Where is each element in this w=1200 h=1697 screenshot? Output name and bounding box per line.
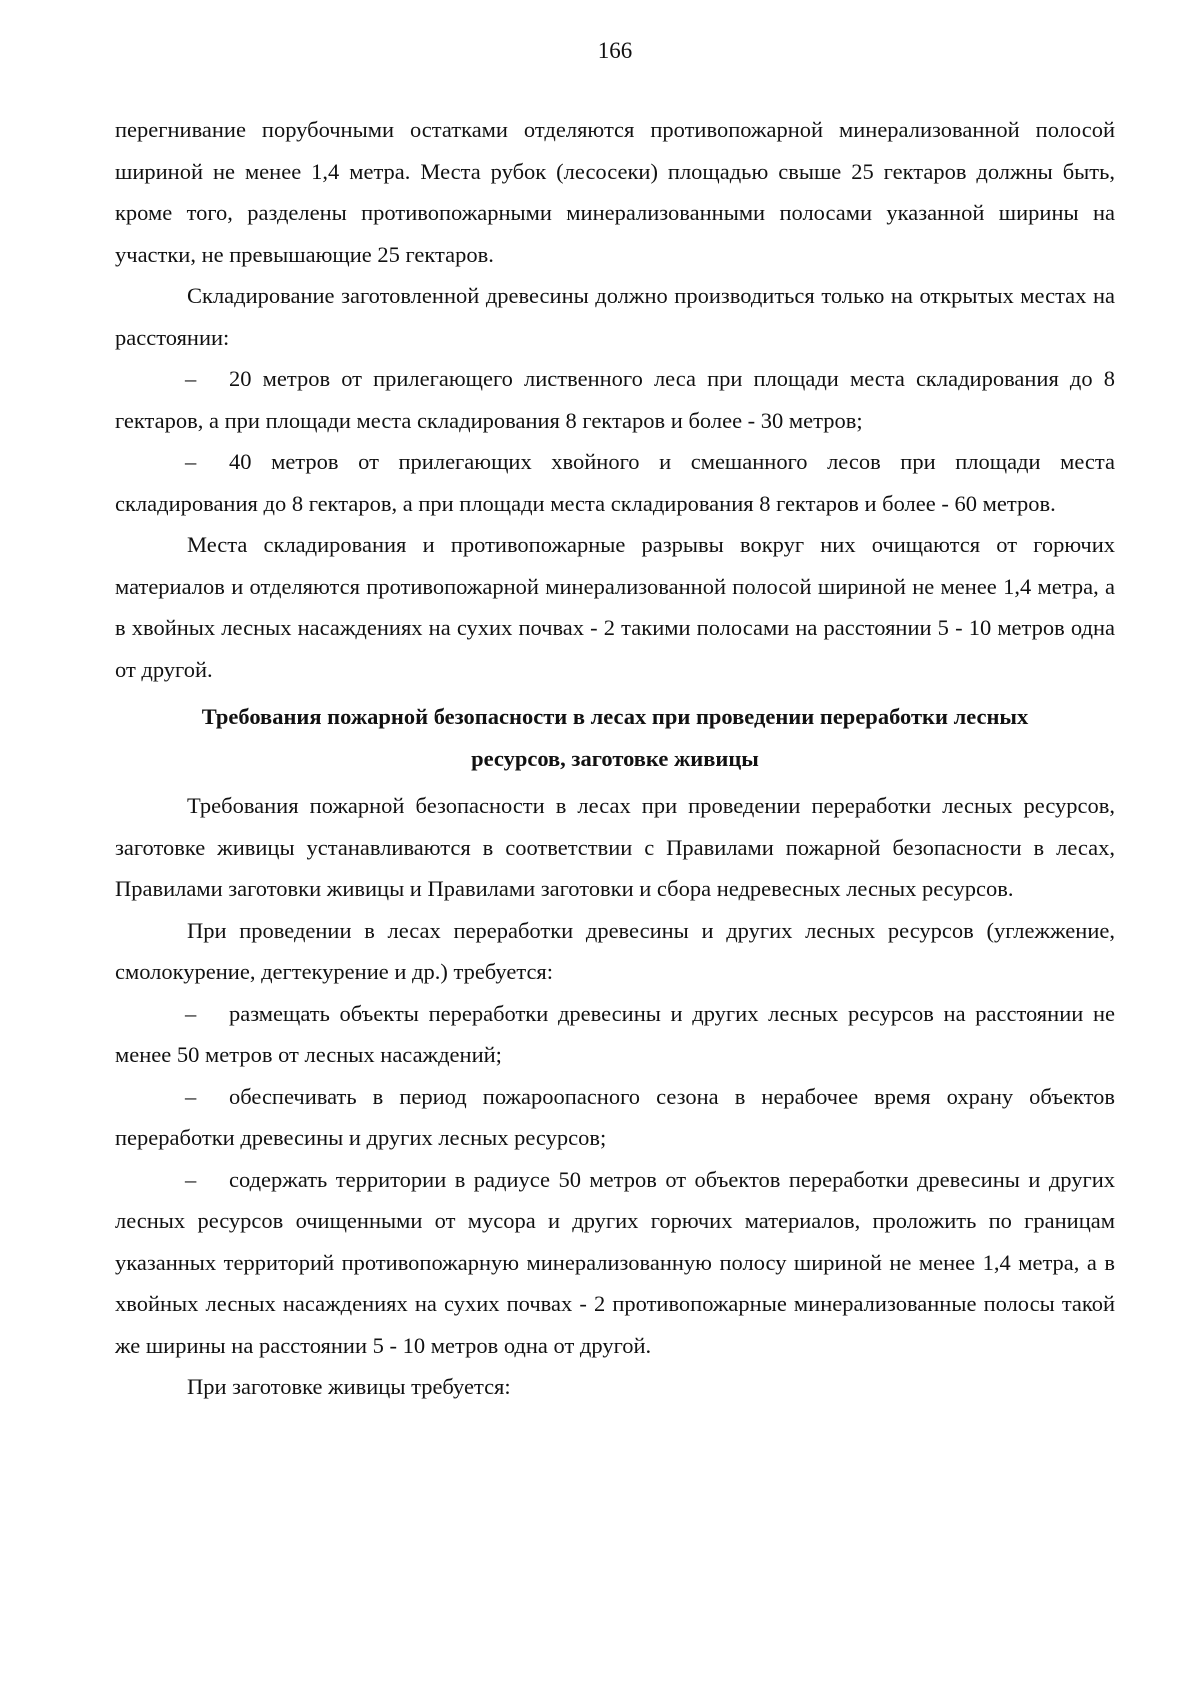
page-number: 166 [597,38,633,63]
dash-bullet: – [185,1000,197,1026]
list-item-text: размещать объекты переработки древесины и других лесных ресурсов на расстоянии не менее 50 метров от лесных насаждений; [115,1000,1115,1067]
list-item-text: 20 метров от прилегающего лиственного леса при площади места складирования до 8 гектаров, а при площади места складирования 8 гектаров и более - 30 метров; [115,366,1115,433]
list-item-coniferous [115,441,1115,524]
dash-bullet: – [185,1166,197,1192]
paragraph-storage-intro: Складирование заготовленной древесины должно производиться только на открытых местах на расстоянии: [115,283,1115,350]
list-item-guarding [115,1076,1115,1159]
list-item-placement [115,993,1115,1076]
paragraph-resin-intro: При заготовке живицы требуется: [187,1374,511,1399]
section-heading: Требования пожарной безопасности в лесах при проведении переработки лесных ресурсов, заготовке живицы [201,704,1029,771]
list-item-deciduous [115,358,1115,441]
document-body [115,109,1115,1408]
list-item-text: содержать территории в радиусе 50 метров от объектов переработки древесины и других лесных ресурсов очищенными от мусора и других горючих материалов, проложить по границам указанных территорий противопожарную минерализованную полосу шириной не менее 1,4 метра, а в хвойных лесных насаждениях на сухих почвах - 2 противопожарные минерализованные полосы такой же ширины на расстоянии 5 - 10 метров одна от другой. [115,1166,1115,1358]
dash-bullet: – [185,366,197,391]
dash-bullet: – [185,449,197,474]
document-page [115,0,1115,1697]
paragraph-continuation: перегнивание порубочными остатками отделяются противопожарной минерализованной полосой шириной не менее 1,4 метра. Места рубок (лесосеки) площадью свыше 25 гектаров должны быть, кроме того, разделены противопожарными минерализованными полосами указанной ширины на участки, не превышающие 25 гектаров. [115,117,1115,267]
paragraph-requirements: Требования пожарной безопасности в лесах при проведении переработки лесных ресурсов, заготовке живицы устанавливаются в соответствии с Правилами пожарной безопасности в лесах, Правилами заготовки живицы и Правилами заготовки и сбора недревесных лесных ресурсов. [115,793,1115,901]
paragraph-processing-intro: При проведении в лесах переработки древесины и других лесных ресурсов (углежжение, смолокурение, дегтекурение и др.) требуется: [115,917,1115,984]
paragraph-storage-clearing: Места складирования и противопожарные разрывы вокруг них очищаются от горючих материалов и отделяются противопожарной минерализованной полосой шириной не менее 1,4 метра, а в хвойных лесных насаждениях на сухих почвах - 2 такими полосами на расстоянии 5 - 10 метров одна от другой. [115,532,1115,682]
list-item-text: обеспечивать в период пожароопасного сезона в нерабочее время охрану объектов переработки древесины и других лесных ресурсов; [115,1083,1115,1150]
list-item-territory [115,1159,1115,1367]
list-item-text: 40 метров от прилегающих хвойного и смешанного лесов при площади места складирования до 8 гектаров, а при площади места складирования 8 гектаров и более - 60 метров. [115,449,1115,516]
dash-bullet: – [185,1083,197,1109]
